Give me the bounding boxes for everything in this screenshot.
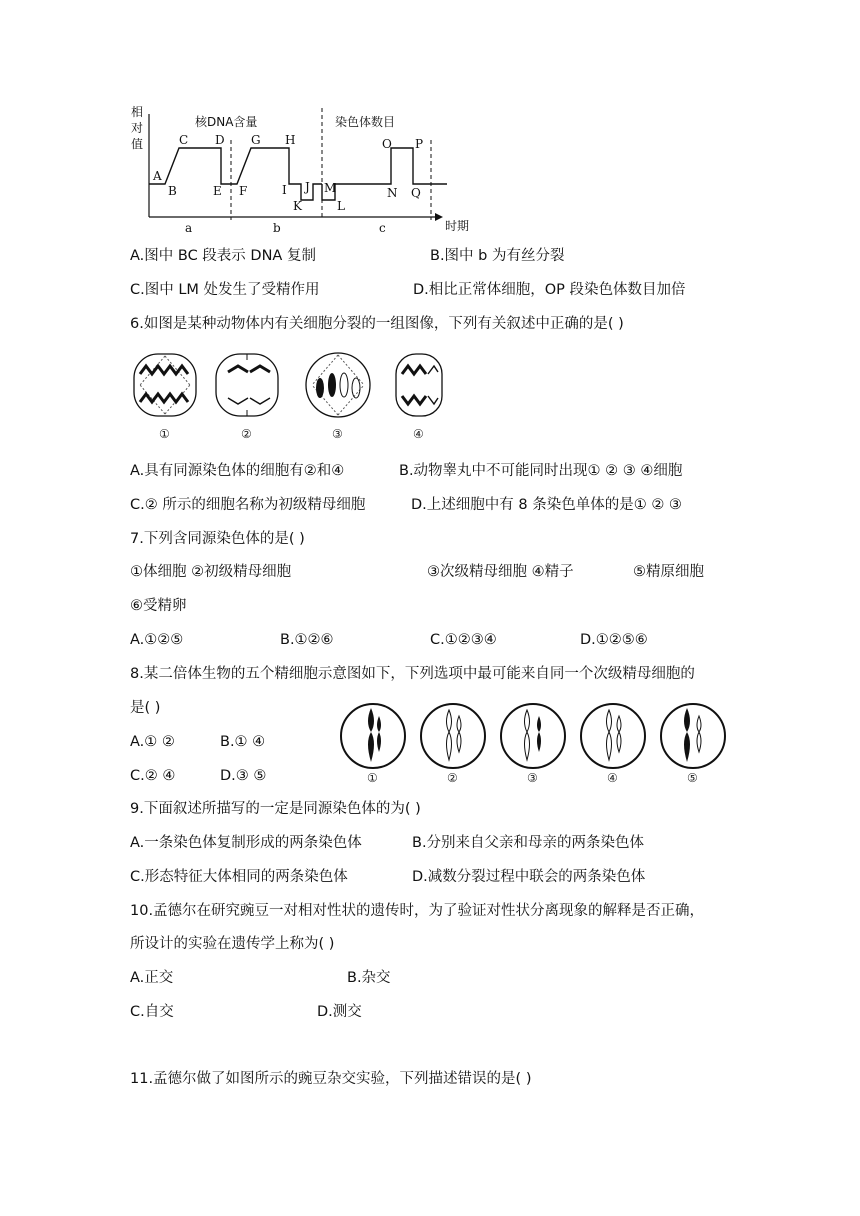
sperm-cell-2 (421, 704, 485, 768)
point-H: H (285, 133, 296, 147)
q8-option-c[interactable]: C.② ④ (130, 768, 176, 784)
point-P: P (415, 137, 424, 151)
cell-label-3: ③ (332, 427, 343, 441)
q6-option-c[interactable]: C.② 所示的细胞名称为初级精母细胞 (130, 497, 366, 513)
q8-option-d[interactable]: D.③ ⑤ (220, 768, 267, 784)
q5-option-c[interactable]: C.图中 LM 处发生了受精作用 (130, 282, 320, 298)
point-E: E (213, 184, 222, 198)
cell-4 (396, 354, 442, 416)
point-L: L (337, 199, 345, 213)
q8-option-b[interactable]: B.① ④ (220, 734, 266, 750)
q7-items-3: ⑤精原细胞 (633, 564, 704, 580)
cell-label-1: ① (159, 427, 170, 441)
point-B: B (168, 184, 177, 198)
graph-ylabel-3: 值 (131, 137, 144, 151)
q7-option-c[interactable]: C.①②③④ (430, 632, 497, 648)
sperm-label-4: ④ (607, 771, 618, 785)
point-A: A (153, 169, 162, 183)
q6-stem: 6.如图是某种动物体内有关细胞分裂的一组图像，下列有关叙述中正确的是( ) (130, 316, 624, 332)
q10-option-c[interactable]: C.自交 (130, 1004, 174, 1020)
q5-option-a[interactable]: A.图中 BC 段表示 DNA 复制 (130, 248, 316, 264)
point-J: J (305, 180, 310, 194)
q9-option-a[interactable]: A.一条染色体复制形成的两条染色体 (130, 835, 362, 851)
q7-items-4: ⑥受精卵 (130, 598, 187, 614)
segment-c: c (379, 221, 386, 235)
q7-stem: 7.下列含同源染色体的是( ) (130, 531, 305, 547)
dna-chromosome-graph (125, 100, 485, 235)
sperm-label-2: ② (447, 771, 458, 785)
point-D: D (215, 133, 225, 147)
sperm-cell-figures (335, 700, 735, 785)
sperm-label-1: ① (367, 771, 378, 785)
q10-option-b[interactable]: B.杂交 (347, 970, 391, 986)
cell-label-2: ② (241, 427, 252, 441)
graph-ylabel-1: 相 (131, 105, 144, 119)
q9-option-b[interactable]: B.分别来自父亲和母亲的两条染色体 (412, 835, 645, 851)
sperm-cell-1 (341, 704, 405, 768)
q7-option-b[interactable]: B.①②⑥ (280, 632, 334, 648)
sperm-label-5: ⑤ (687, 771, 698, 785)
sperm-label-3: ③ (527, 771, 538, 785)
cell-2 (216, 354, 278, 416)
q5-option-d[interactable]: D.相比正常体细胞，OP 段染色体数目加倍 (413, 282, 686, 298)
q9-option-d[interactable]: D.减数分裂过程中联会的两条染色体 (412, 869, 646, 885)
q7-option-a[interactable]: A.①②⑤ (130, 632, 184, 648)
q8-stem-2: 是( ) (130, 700, 161, 716)
point-F: F (239, 184, 248, 198)
q8-option-a[interactable]: A.① ② (130, 734, 175, 750)
graph-xlabel: 时期 (445, 219, 470, 233)
sperm-cell-5 (661, 704, 725, 768)
point-M: M (324, 181, 337, 195)
cell-3 (306, 353, 370, 417)
q7-items-2: ③次级精母细胞 ④精子 (427, 564, 574, 580)
cell-division-figures (128, 350, 448, 445)
q11-stem: 11.孟德尔做了如图所示的豌豆杂交实验，下列描述错误的是( ) (130, 1071, 532, 1087)
q5-option-b[interactable]: B.图中 b 为有丝分裂 (430, 248, 565, 264)
q10-option-d[interactable]: D.测交 (317, 1004, 362, 1020)
graph-title-dna: 核DNA含量 (195, 115, 258, 129)
sperm-cell-3 (501, 704, 565, 768)
point-G: G (251, 133, 261, 147)
segment-a: a (185, 221, 193, 235)
q8-stem-1: 8.某二倍体生物的五个精细胞示意图如下，下列选项中最可能来自同一个次级精母细胞的 (130, 666, 695, 682)
cell-1 (134, 354, 196, 416)
segment-b: b (273, 221, 281, 235)
q10-stem-2: 所设计的实验在遗传学上称为( ) (130, 936, 335, 952)
cell-label-4: ④ (413, 427, 424, 441)
point-N: N (387, 186, 398, 200)
q6-option-a[interactable]: A.具有同源染色体的细胞有②和④ (130, 463, 345, 479)
sperm-cell-4 (581, 704, 645, 768)
point-C: C (179, 133, 189, 147)
point-I: I (282, 183, 287, 197)
point-Q: Q (411, 186, 421, 200)
q6-option-d[interactable]: D.上述细胞中有 8 条染色单体的是① ② ③ (411, 497, 682, 513)
graph-ylabel-2: 对 (131, 121, 144, 135)
q7-items-1: ①体细胞 ②初级精母细胞 (130, 564, 292, 580)
q6-option-b[interactable]: B.动物睾丸中不可能同时出现① ② ③ ④细胞 (399, 463, 683, 479)
point-O: O (382, 137, 392, 151)
q7-option-d[interactable]: D.①②⑤⑥ (580, 632, 648, 648)
graph-title-chrom: 染色体数目 (335, 115, 396, 129)
point-K: K (293, 199, 302, 213)
q10-option-a[interactable]: A.正交 (130, 970, 174, 986)
q9-stem: 9.下面叙述所描写的一定是同源染色体的为( ) (130, 801, 421, 817)
q10-stem-1: 10.孟德尔在研究豌豆一对相对性状的遗传时，为了验证对性状分离现象的解释是否正确， (130, 903, 705, 919)
q9-option-c[interactable]: C.形态特征大体相同的两条染色体 (130, 869, 348, 885)
